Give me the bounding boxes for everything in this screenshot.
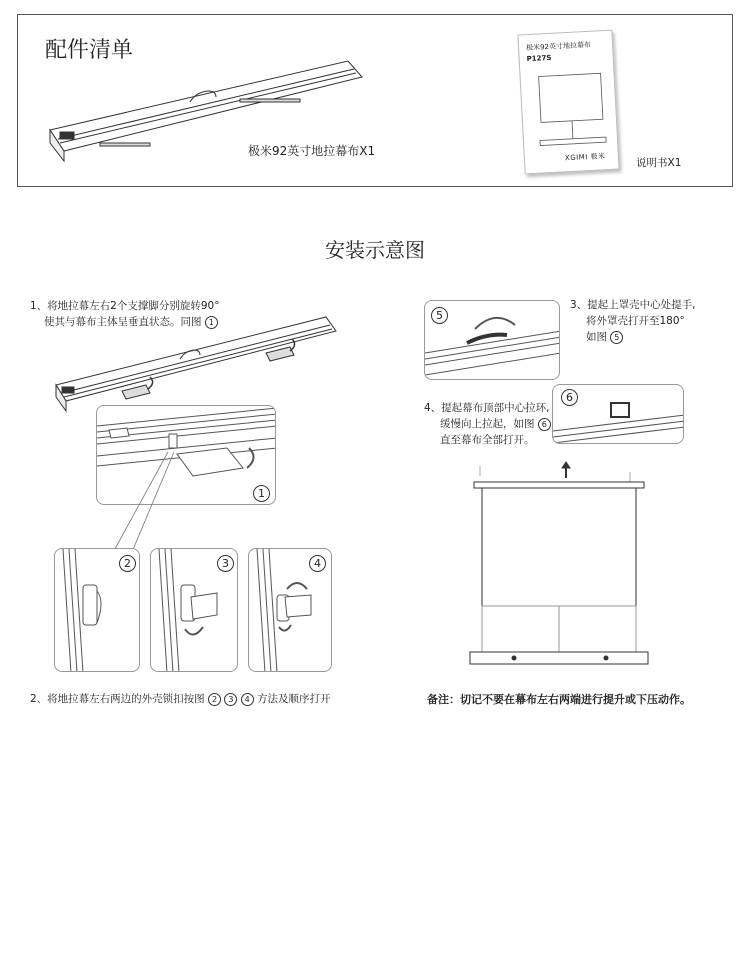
step3-line1: 3、提起上罩壳中心处提手, [570, 299, 696, 311]
step1-line1: 1、将地拉幕左右2个支撑脚分别旋转90° [30, 300, 220, 312]
lock-panel-4 [248, 548, 332, 672]
step1-line2-text: 使其与幕布主体呈垂直状态。同图 [44, 316, 202, 328]
step1-zoom-marker: 1 [253, 485, 270, 502]
step3-line2: 将外罩壳打开至180° [586, 315, 685, 327]
step2-suffix: 方法及顺序打开 [257, 693, 331, 705]
lock-marker-4: 4 [309, 555, 326, 572]
step4-marker: 6 [538, 418, 551, 431]
manual-label: 说明书X1 [636, 157, 682, 169]
lock-panel-2 [54, 548, 140, 672]
step2-marker-3: 3 [224, 693, 237, 706]
handle-panel-5 [424, 300, 560, 380]
step3-line3-text: 如图 [586, 331, 607, 343]
step2-text [30, 690, 331, 708]
screen-label: 极米92英寸地拉幕布X1 [248, 144, 376, 158]
ring-marker-6: 6 [561, 389, 578, 406]
lock-marker-3: 3 [217, 555, 234, 572]
step4-line3: 直至幕布全部打开。 [440, 434, 535, 446]
manual-cover-model: P127S [526, 53, 552, 64]
manual-cover-title: 极米92英寸地拉幕布 [525, 40, 592, 53]
step1-marker: 1 [205, 316, 218, 329]
step3-marker: 5 [610, 331, 623, 344]
lock-panel-3 [150, 548, 238, 672]
step2-marker-2: 2 [208, 693, 221, 706]
step4-line2-text: 缓慢向上拉起，如图 [440, 418, 535, 430]
step2-marker-4: 4 [241, 693, 254, 706]
step2-text-main: 2、将地拉幕左右两边的外壳锁扣按图 [30, 693, 205, 705]
handle-marker-5: 5 [431, 307, 448, 324]
step3-line3 [586, 328, 623, 346]
lock-marker-2: 2 [119, 555, 136, 572]
step4-line1: 4、提起幕布顶部中心拉环, [424, 402, 550, 414]
install-title: 安装示意图 [325, 238, 425, 262]
manual-cover-brand: XGIMI 极米 [564, 152, 606, 163]
note-text: 备注：切记不要在幕布左右两端进行提升或下压动作。 [427, 693, 691, 706]
ring-panel-6 [552, 384, 684, 444]
accessories-title: 配件清单 [45, 38, 134, 63]
open-screen-illustration [466, 462, 656, 672]
